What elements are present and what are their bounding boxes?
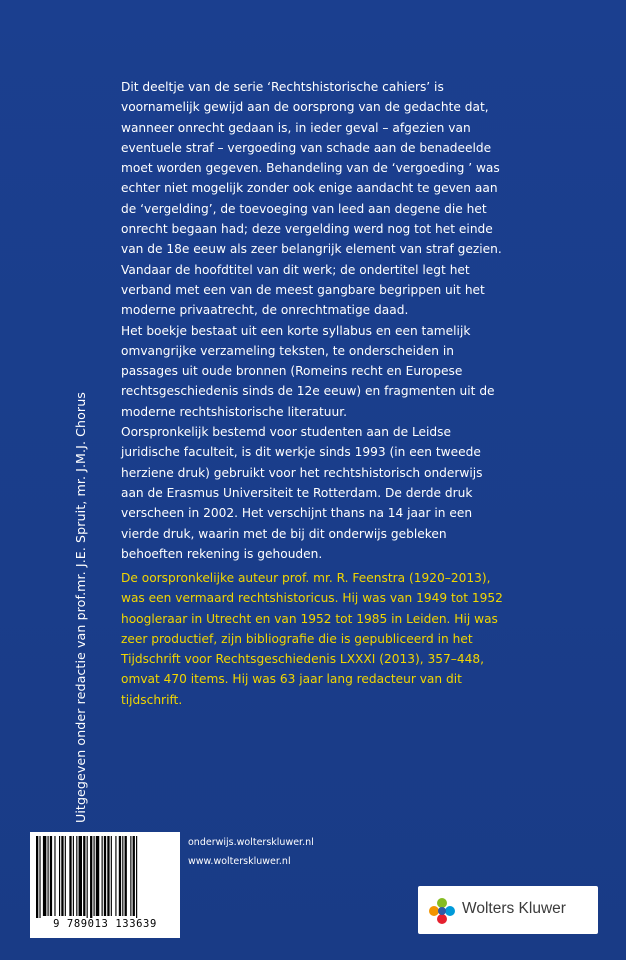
barcode xyxy=(30,832,180,938)
description-line: juridische faculteit, is dit werkje sinds 1993 (in een tweede xyxy=(121,445,481,460)
description-line: omvangrijke verzameling teksten, te onderscheiden in xyxy=(121,343,454,358)
bio-line: was een vermaard rechtshistoricus. Hij was van 1949 tot 1952 xyxy=(121,591,503,606)
description-line: behoeften rekening is gehouden. xyxy=(121,546,323,561)
url-wolterskluwer[interactable]: www.wolterskluwer.nl xyxy=(188,856,291,867)
description-line: aan de Erasmus Universiteit te Rotterdam. De derde druk xyxy=(121,485,473,500)
bio-line: tijdschrift. xyxy=(121,692,183,707)
website-links xyxy=(188,833,314,871)
wolters-kluwer-logo-icon xyxy=(428,897,456,925)
description-line: moet worden gegeven. Behandeling van de ‘vergoeding ’ was xyxy=(121,161,500,176)
description-line: herziene druk) gebruikt voor het rechtshistorisch onderwijs xyxy=(121,465,483,480)
bio-line: zeer productief, zijn bibliografie die is gepubliceerd in het xyxy=(121,631,473,646)
description-line: wanneer onrecht gedaan is, in ieder geval – afgezien van xyxy=(121,120,471,135)
description-line: Het boekje bestaat uit een korte syllabus en een tamelijk xyxy=(121,323,471,338)
description-line: onrecht begaan had; deze vergelding werd nog tot het einde xyxy=(121,222,493,237)
description-line: echter niet mogelijk zonder ook enige aandacht te geven aan xyxy=(121,181,498,196)
description-line: Dit deeltje van de serie ‘Rechtshistorische cahiers’ is xyxy=(121,80,444,94)
description-line: passages uit oude bronnen (Romeins recht en Europese xyxy=(121,364,463,379)
url-onderwijs[interactable]: onderwijs.wolterskluwer.nl xyxy=(188,837,314,848)
description-text xyxy=(121,77,561,564)
description-line: voornamelijk gewijd aan de oorsprong van de gedachte dat, xyxy=(121,100,489,115)
description-line: eventuele straf – vergoeding van schade aan de benadeelde xyxy=(121,140,492,155)
bio-line: Tijdschrift voor Rechtsgeschiedenis LXXXI (2013), 357–448, xyxy=(121,652,484,667)
publisher-logo xyxy=(418,886,598,934)
author-bio-text xyxy=(121,568,561,710)
barcode-number: 9 789013 133639 xyxy=(53,918,157,930)
bio-line: hoogleraar in Utrecht en van 1952 tot 1985 in Leiden. Hij was xyxy=(121,611,498,626)
publisher-name: Wolters Kluwer xyxy=(462,900,566,917)
bio-line: omvat 470 items. Hij was 63 jaar lang redacteur van dit xyxy=(121,672,462,687)
description-line: moderne rechtshistorische literatuur. xyxy=(121,404,348,419)
description-line: de ‘vergelding’, de toevoeging van leed aan degene die het xyxy=(121,201,487,216)
bio-line: De oorspronkelijke auteur prof. mr. R. Feenstra (1920–2013), xyxy=(121,571,491,585)
spine-editor-text: Uitgegeven onder redactie van prof.mr. J.E. Spruit, mr. J.M.J. Chorus xyxy=(73,392,88,823)
description-line: van de 18e eeuw als zeer belangrijk element van straf gezien. xyxy=(121,242,502,257)
description-line: rechtsgeschiedenis sinds de 12e eeuw) en fragmenten uit de xyxy=(121,384,495,399)
description-line: Vandaar de hoofdtitel van dit werk; de ondertitel legt het xyxy=(121,262,470,277)
description-line: verband met een van de meest gangbare begrippen uit het xyxy=(121,282,485,297)
description-line: vierde druk, waarin met de bij dit onderwijs gebleken xyxy=(121,526,447,541)
barcode-bars xyxy=(30,832,180,918)
description-line: verscheen in 2002. Het verschijnt thans na 14 jaar in een xyxy=(121,506,473,521)
description-line: moderne privaatrecht, de onrechtmatige daad. xyxy=(121,303,409,318)
description-line: Oorspronkelijk bestemd voor studenten aan de Leidse xyxy=(121,425,452,440)
